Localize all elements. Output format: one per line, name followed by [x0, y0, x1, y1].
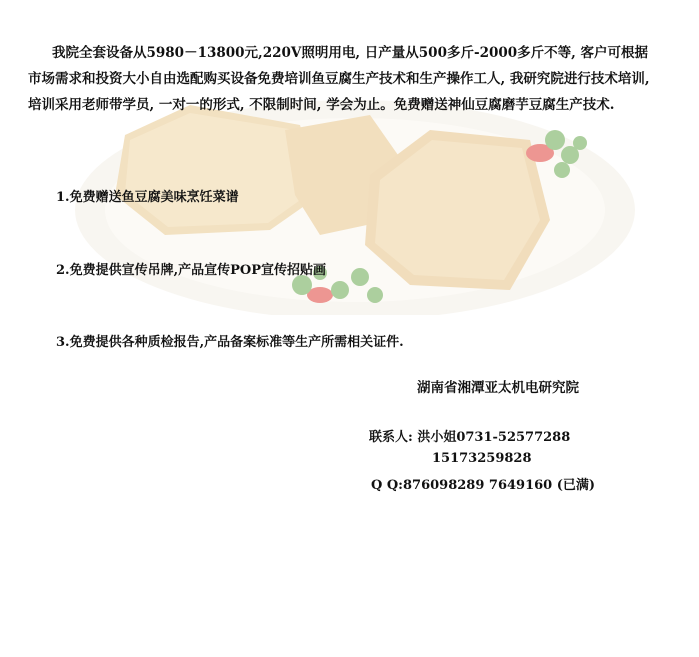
benefit-item-2: 2.免费提供宣传吊牌,产品宣传POP宣传招贴画: [56, 263, 326, 278]
contact-mobile: 15173259828: [432, 451, 532, 466]
organization-name: 湖南省湘潭亚太机电研究院: [417, 380, 579, 396]
benefit-item-3: 3.免费提供各种质检报告,产品备案标准等生产所需相关证件.: [56, 335, 404, 350]
contact-person-phone: 联系人: 洪小姐0731-52577288: [369, 430, 571, 445]
contact-qq: Q Q:876098289 7649160 (已满): [371, 478, 596, 493]
benefit-item-1: 1.免费赠送鱼豆腐美味烹饪菜谱: [56, 190, 239, 205]
intro-paragraph: 我院全套设备从5980－13800元,220V照明用电, 日产量从500多斤-2000多斤不等, 客户可根据市场需求和投资大小自由选配购买设备免费培训鱼豆腐生产技术和生产操作工人, 我研究院进行技术培训, 培训采用老师带学员, 一对一的形式, 不限制时间, 学会为止。免费赠送神仙豆腐磨芋豆腐生产技术.: [28, 45, 650, 113]
